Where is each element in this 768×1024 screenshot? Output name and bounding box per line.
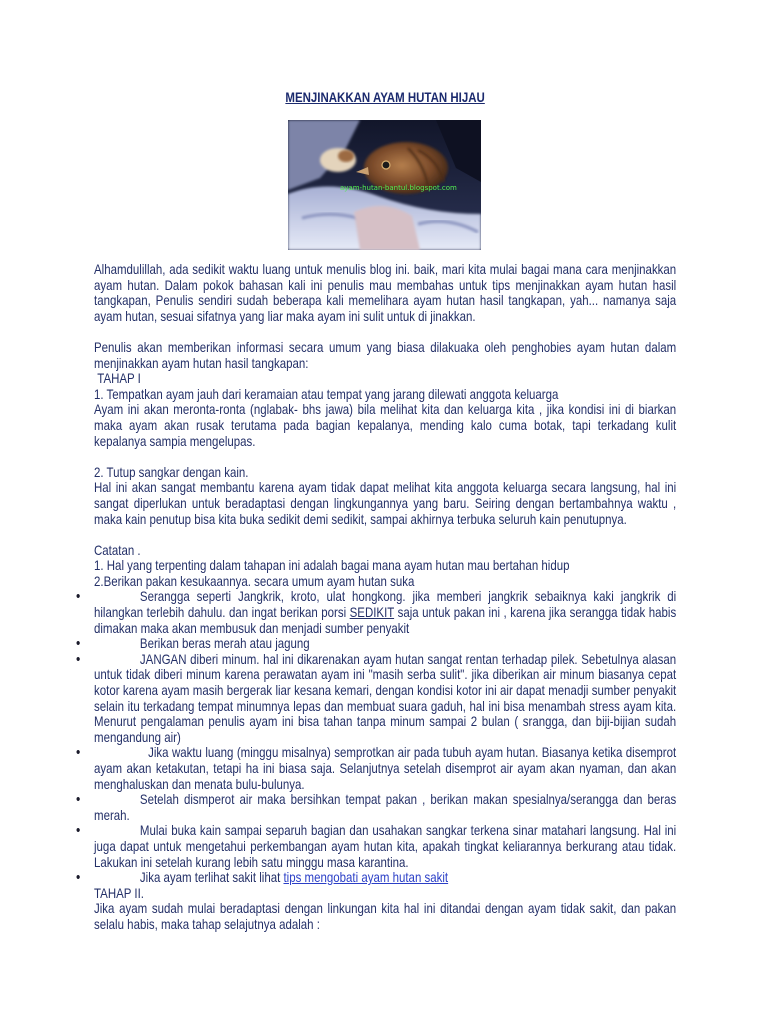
list-item-text: Serangga seperti Jangkrik, kroto, ulat hongkong. jika memberi jangkrik sebaiknya kaki jangkrik di hilangkan terlebih dahulu. dan ingat berikan porsi [94,588,677,621]
intro-paragraph: Alhamdulillah, ada sedikit waktu luang untuk menulis blog ini. baik, mari kita mulai bagai mana cara menjinakkan ayam hutan. Dalam pokok bahasan kali ini penulis mau membahas untuk tips menjinakkan ayam hutan hasil tangkapan, Penulis sendiri sudah beberapa kali memelihara ayam hutan hasil tangkapan, yah... namanya saja ayam hutan, sesuai sifatnya yang liar maka ayam ini sulit untuk di jinakkan. [94,261,677,324]
bullet-marker [76,652,80,668]
article-photo [288,120,481,250]
intro-paragraph-2: Penulis akan memberikan informasi secara umum yang biasa dilakuaka oleh penghobies ayam hutan dalam menjinakkan ayam hutan hasil tangkapan: [94,338,677,371]
list-item-text: Berikan beras merah atau jagung [139,635,310,652]
bullet-marker [76,636,80,652]
list-item [94,652,676,746]
step-2-body: Hal ini akan sangat membantu karena ayam tidak dapat melihat kita anggota keluarga secara langsung, hal ini sangat diperlukan untuk beradaptasi dengan lingkungannya yang baru. Seiring dengan bertambahnya waktu , maka kain penutup bisa kita buka sedikit demi sedikit, sampai akhirnya terbuka seluruh kain penutupnya. [94,479,677,527]
list-item [94,636,676,652]
bullet-marker [76,589,80,605]
paragraph-gap [94,449,676,465]
list-item [94,589,676,636]
list-item-text: Jika ayam terlihat sakit lihat [139,869,284,886]
feeding-tips-list [94,589,676,885]
step-2-title: 2. Tutup sangkar dengan kain. [94,463,249,480]
page-title: MENJINAKKAN AYAM HUTAN HIJAU [285,89,485,105]
paragraph-gap [94,527,676,543]
sick-chicken-tips-link[interactable]: tips mengobati ayam hutan sakit [283,869,449,886]
stage-1-heading: TAHAP I [97,370,141,387]
step-1-title: 1. Tempatkan ayam jauh dari keramaian atau tempat yang jarang dilewati anggota keluarga [94,385,559,402]
list-item [94,745,676,792]
list-item [94,870,676,886]
article-body [94,262,676,933]
emphasized-text: SEDIKIT [349,604,395,621]
list-item-text: JANGAN diberi minum. hal ini dikarenakan ayam hutan sangat rentan terhadap pilek. Sebetulnya alasan untuk tidak diberi minum karena perawatan ayam ini "masih serba sulit". jika diberikan air minum biasanya cepat kotor karena ayam masih bergerak liar kesana kemari, dengan kondisi kotor ini air dapat menadji sumber penyakit selain itu terkadang tempat minumnya lepas dan membuat suara gaduh, hal ini bisa menambah stress ayam kita. Menurut pengalaman penulis ayam ini bisa tahan tanpa minum sampai 2 bulan ( srangga, dan biji-bijian sudah mengandung air) [94,650,677,745]
bullet-marker [76,792,80,808]
list-item-text: Jika waktu luang (minggu misalnya) semprotkan air pada tubuh ayam hutan. Biasanya ketika disemprot ayam akan ketakutan, tetapi ha ini biasa saja. Selanjutnya setelah disemprot air ayam akan nyaman, dan akan menghaluskan dan menata bulu-bulunya. [94,744,677,792]
bullet-marker [76,823,80,839]
list-item [94,792,676,823]
note-item-2: 2.Berikan pakan kesukaannya. secara umum ayam hutan suka [94,572,415,589]
paragraph-gap [94,324,676,340]
list-item-text: saja untuk pakan ini , karena jika serangga tidak habis dimakan maka akan membusuk dan menjadi sumber penyakit [94,604,677,636]
bullet-marker [76,745,80,761]
list-item-text: Mulai buka kain sampai separuh bagian dan usahakan sangkar terkena sinar matahari langsung. Hal ini juga dapat untuk mengetahui perkembangan ayam hutan kita, apakah tingkat keliarannya berkurang atau tidak. Lakukan ini setelah kurang lebih satu minggu masa karantina. [94,822,677,870]
list-item-text: Setelah dismperot air maka bersihkan tempat pakan , berikan makan spesialnya/serangga dan beras merah. [94,791,677,823]
stage-2-body: Jika ayam sudah mulai beradaptasi dengan linkungan kita hal ini ditandai dengan ayam tidak sakit, dan pakan selalu habis, maka tahap selajutnya adalah : [94,900,677,932]
photo-watermark: ayam-hutan-bantul.blogspot.com [340,184,457,192]
note-heading: Catatan . [94,541,141,558]
step-1-body: Ayam ini akan meronta-ronta (nglabak- bhs jawa) bila melihat kita dan keluarga kita , jika kondisi ini di biarkan maka ayam akan rusak terutama pada bagian kepalanya, mending kalo cuma botak, tapi terkadang kulit kepalanya sampia mengelupas. [94,401,677,449]
stage-2-heading: TAHAP II. [94,884,144,901]
photo-chick-patch [338,150,354,162]
note-item-1: 1. Hal yang terpenting dalam tahapan ini adalah bagai mana ayam hutan mau bertahan hidup [94,557,570,574]
list-item [94,823,676,870]
bullet-marker [76,870,80,886]
photo-chicken-eye [382,161,390,169]
title-block [94,89,676,105]
